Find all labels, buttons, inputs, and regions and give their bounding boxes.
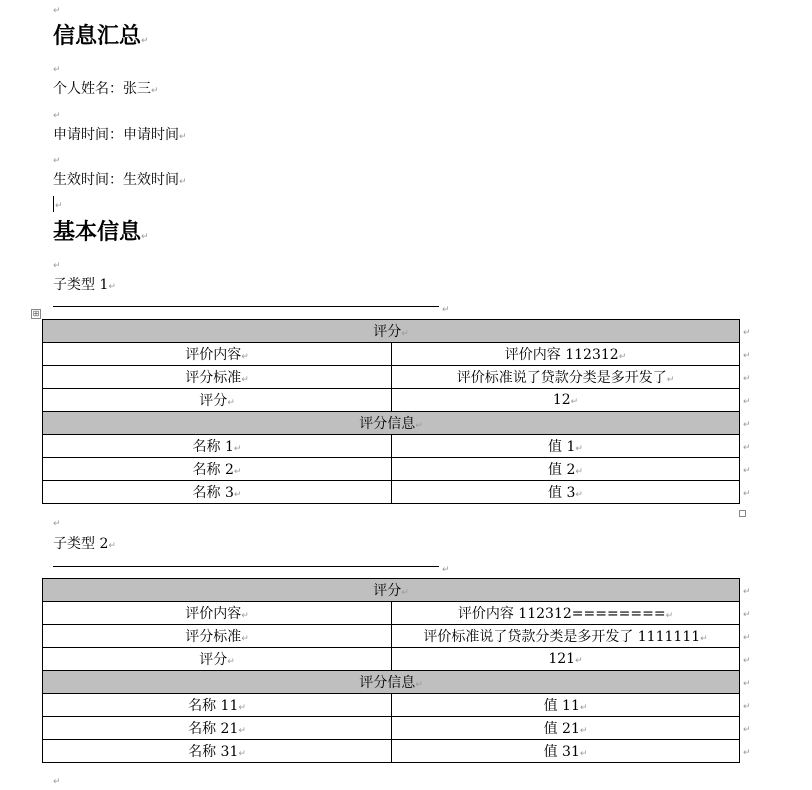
table-row xyxy=(43,435,740,458)
paragraph-mark: ↵ xyxy=(666,375,675,385)
table-cell[interactable] xyxy=(43,389,392,412)
row-end-mark: ↵ xyxy=(743,587,751,597)
title-text: 信息汇总 xyxy=(53,24,142,49)
table-cell[interactable] xyxy=(43,435,392,458)
row-end-mark: ↵ xyxy=(743,420,751,430)
document-title xyxy=(53,24,149,50)
paragraph-mark: ↵ xyxy=(53,261,61,271)
row-end-mark: ↵ xyxy=(743,374,751,384)
paragraph-mark: ↵ xyxy=(108,541,116,551)
paragraph-mark: ↵ xyxy=(241,375,249,385)
table-row xyxy=(43,648,740,671)
info-value: 值 3 xyxy=(548,485,576,501)
table-cell[interactable] xyxy=(43,740,392,763)
paragraph-mark: ↵ xyxy=(579,726,588,736)
paragraph-mark: ↵ xyxy=(53,156,61,166)
table-cell[interactable] xyxy=(43,343,392,366)
paragraph-mark: ↵ xyxy=(575,490,583,500)
subtype-name: 子类型 1 xyxy=(53,277,109,293)
table-cell[interactable] xyxy=(43,481,392,504)
paragraph-mark: ↵ xyxy=(401,588,409,598)
paragraph-mark: ↵ xyxy=(141,36,149,46)
info-key: 名称 3 xyxy=(192,485,234,501)
paragraph-mark: ↵ xyxy=(179,177,187,187)
field-name xyxy=(53,80,159,98)
paragraph-mark: ↵ xyxy=(579,749,588,759)
row-end-mark: ↵ xyxy=(743,633,751,643)
paragraph-mark: ↵ xyxy=(108,282,116,292)
paragraph-mark: ↵ xyxy=(575,467,583,477)
table-resize-handle[interactable] xyxy=(739,510,746,517)
table-cell[interactable] xyxy=(392,435,740,458)
paragraph-mark: ↵ xyxy=(227,398,235,408)
paragraph-mark: ↵ xyxy=(53,111,61,121)
row-end-mark: ↵ xyxy=(743,443,751,453)
table-row xyxy=(43,602,740,625)
table-row xyxy=(43,740,740,763)
row-end-mark: ↵ xyxy=(743,466,751,476)
paragraph-mark: ↵ xyxy=(238,726,246,736)
paragraph-mark: ↵ xyxy=(141,232,149,242)
table-cell[interactable] xyxy=(43,602,392,625)
score-header-cell[interactable] xyxy=(43,579,740,602)
table-cell[interactable] xyxy=(43,625,392,648)
table-cell[interactable] xyxy=(392,648,740,671)
info-value: 值 21 xyxy=(543,721,580,737)
row-end-mark: ↵ xyxy=(743,748,751,758)
paragraph-mark: ↵ xyxy=(442,305,450,315)
score-header: 评分 xyxy=(373,324,402,340)
table-cell[interactable] xyxy=(392,481,740,504)
table-row xyxy=(43,625,740,648)
row-end-mark: ↵ xyxy=(743,489,751,499)
table-row xyxy=(43,389,740,412)
table-row xyxy=(43,717,740,740)
table-cell[interactable] xyxy=(392,343,740,366)
paragraph-mark: ↵ xyxy=(53,519,61,529)
divider-line xyxy=(53,306,439,307)
divider-line xyxy=(53,566,439,567)
paragraph-mark: ↵ xyxy=(618,352,627,362)
field-apply-time xyxy=(53,126,187,144)
table-move-icon[interactable]: ⊞ xyxy=(32,309,40,318)
row-end-mark: ↵ xyxy=(743,397,751,407)
row-end-mark: ↵ xyxy=(743,679,751,689)
info-header: 评分信息 xyxy=(359,675,416,691)
subtype-2-title xyxy=(53,535,116,553)
table-cell[interactable] xyxy=(43,717,392,740)
row-value: 121 xyxy=(548,651,576,667)
row-value: 评价内容 112312======== xyxy=(457,606,666,622)
paragraph-mark: ↵ xyxy=(665,611,674,621)
table-cell[interactable] xyxy=(392,625,740,648)
row-end-mark: ↵ xyxy=(743,702,751,712)
section-title-text: 基本信息 xyxy=(53,220,142,245)
row-value: 12 xyxy=(552,392,571,408)
paragraph-mark: ↵ xyxy=(241,352,249,362)
row-value: 评价标准说了贷款分类是多开发了 xyxy=(456,370,667,386)
paragraph-mark: ↵ xyxy=(179,132,187,142)
paragraph-mark: ↵ xyxy=(238,703,246,713)
table-cell[interactable] xyxy=(392,366,740,389)
paragraph-mark: ↵ xyxy=(575,444,583,454)
row-end-mark: ↵ xyxy=(743,328,751,338)
paragraph-mark: ↵ xyxy=(241,611,249,621)
table-row xyxy=(43,671,740,694)
subtype-1-title xyxy=(53,276,116,294)
text-cursor xyxy=(53,196,54,212)
table-cell[interactable] xyxy=(392,717,740,740)
info-key: 名称 1 xyxy=(192,439,234,455)
table-cell[interactable] xyxy=(43,648,392,671)
info-value: 值 1 xyxy=(548,439,576,455)
field-effective-time xyxy=(53,171,187,189)
table-row xyxy=(43,458,740,481)
info-header: 评分信息 xyxy=(359,416,416,432)
table-row xyxy=(43,579,740,602)
row-key: 评分 xyxy=(199,393,228,409)
info-key: 名称 21 xyxy=(188,721,239,737)
field-label: 个人姓名： xyxy=(53,81,123,97)
paragraph-mark: ↵ xyxy=(53,777,61,787)
row-key: 评价内容 xyxy=(185,347,242,363)
field-value: 申请时间 xyxy=(123,127,179,143)
table-cell[interactable] xyxy=(392,694,740,717)
row-key: 评价内容 xyxy=(185,606,242,622)
table-cell[interactable] xyxy=(43,694,392,717)
table-row xyxy=(43,412,740,435)
info-header-cell[interactable] xyxy=(43,412,740,435)
paragraph-mark: ↵ xyxy=(570,397,579,407)
score-header: 评分 xyxy=(373,583,402,599)
paragraph-mark: ↵ xyxy=(238,749,246,759)
info-key: 名称 31 xyxy=(188,744,239,760)
row-end-mark: ↵ xyxy=(743,725,751,735)
paragraph-mark: ↵ xyxy=(227,657,235,667)
paragraph-mark: ↵ xyxy=(575,656,583,666)
paragraph-mark: ↵ xyxy=(55,201,63,211)
paragraph-mark: ↵ xyxy=(415,421,423,431)
row-key: 评分标准 xyxy=(185,370,242,386)
table-cell[interactable] xyxy=(392,389,740,412)
info-key: 名称 2 xyxy=(192,462,234,478)
field-label: 申请时间： xyxy=(53,127,123,143)
row-value: 评价标准说了贷款分类是多开发了 1111111 xyxy=(423,629,701,645)
paragraph-mark: ↵ xyxy=(700,634,708,644)
subtype-name: 子类型 2 xyxy=(53,536,109,552)
table-cell[interactable] xyxy=(392,740,740,763)
paragraph-mark: ↵ xyxy=(151,86,159,96)
row-key: 评分标准 xyxy=(185,629,242,645)
paragraph-mark: ↵ xyxy=(579,703,588,713)
field-value: 生效时间 xyxy=(123,172,179,188)
row-key: 评分 xyxy=(199,652,228,668)
row-end-mark: ↵ xyxy=(743,610,751,620)
table-row xyxy=(43,343,740,366)
paragraph-mark: ↵ xyxy=(241,634,249,644)
paragraph-mark: ↵ xyxy=(233,467,242,477)
paragraph-mark: ↵ xyxy=(401,329,409,339)
info-value: 值 11 xyxy=(543,698,580,714)
info-key: 名称 11 xyxy=(188,698,239,714)
field-value: 张三 xyxy=(123,81,151,97)
table-row xyxy=(43,694,740,717)
table-row xyxy=(43,320,740,343)
paragraph-mark: ↵ xyxy=(53,6,61,16)
table-cell[interactable] xyxy=(43,458,392,481)
paragraph-mark: ↵ xyxy=(442,565,450,575)
info-header-cell[interactable] xyxy=(43,671,740,694)
table-cell[interactable] xyxy=(392,602,740,625)
paragraph-mark: ↵ xyxy=(53,65,61,75)
score-table-2 xyxy=(42,578,740,763)
row-value: 评价内容 112312 xyxy=(504,347,619,363)
score-table-1 xyxy=(42,319,740,504)
section-title xyxy=(53,220,149,246)
table-cell[interactable] xyxy=(392,458,740,481)
table-cell[interactable] xyxy=(43,366,392,389)
paragraph-mark: ↵ xyxy=(233,490,242,500)
info-value: 值 2 xyxy=(548,462,576,478)
table-row xyxy=(43,366,740,389)
paragraph-mark: ↵ xyxy=(233,444,242,454)
row-end-mark: ↵ xyxy=(743,351,751,361)
score-header-cell[interactable] xyxy=(43,320,740,343)
table-row xyxy=(43,481,740,504)
field-label: 生效时间： xyxy=(53,172,123,188)
info-value: 值 31 xyxy=(543,744,580,760)
row-end-mark: ↵ xyxy=(743,656,751,666)
paragraph-mark: ↵ xyxy=(415,680,423,690)
